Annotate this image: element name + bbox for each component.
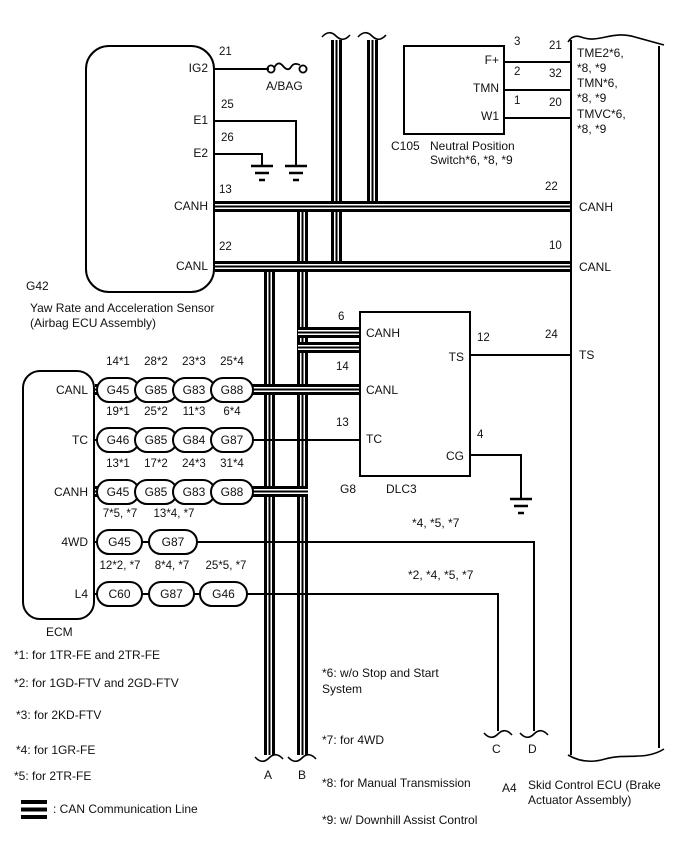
g42-pin-canh: CANH bbox=[173, 199, 208, 213]
ecm-pin-label: 24*3 bbox=[182, 458, 206, 470]
ecm-row-label-4wd: 4WD bbox=[61, 535, 88, 549]
wire-c105-f bbox=[505, 61, 571, 63]
ecm-connector-oval: G85 bbox=[134, 427, 178, 453]
can-branch-dlc3-canh-2 bbox=[298, 342, 359, 353]
dlc3-label-tc: TC bbox=[366, 432, 382, 446]
ecm-connector-oval: G83 bbox=[172, 377, 216, 403]
dlc3-label-canl: CANL bbox=[366, 383, 399, 397]
c105-pin-num-1: 1 bbox=[514, 95, 521, 107]
ecm-connector-oval: G87 bbox=[148, 581, 195, 607]
ecm-pin-label: 19*1 bbox=[106, 406, 130, 418]
skid-label-tmn-1: TMN*6, bbox=[577, 76, 618, 90]
wire-ig2 bbox=[215, 68, 269, 70]
wire-e1-h bbox=[215, 120, 297, 122]
footnote-6-line2: System bbox=[322, 682, 363, 696]
skid-ecu-right-edge bbox=[658, 46, 660, 748]
bus-end-label-c: C bbox=[492, 742, 501, 756]
can-branch-dlc3-canh-1 bbox=[298, 327, 359, 338]
skid-label-tme2-1: TME2*6, bbox=[577, 46, 624, 60]
can-line-legend-icon bbox=[21, 800, 47, 819]
skid-label-canl: CANL bbox=[579, 260, 612, 274]
ecm-connector-oval: G87 bbox=[210, 427, 254, 453]
ecm-pin-label: 17*2 bbox=[144, 458, 168, 470]
wire-c105-w1 bbox=[505, 117, 571, 119]
footnote-4: *4: for 1GR-FE bbox=[16, 743, 96, 757]
wavy-break-icon bbox=[286, 751, 318, 767]
c105-name-line2: Switch*6, *8, *9 bbox=[430, 153, 513, 167]
skid-pin-num-20: 20 bbox=[549, 97, 562, 109]
ecm-row-label-tc: TC bbox=[72, 433, 88, 447]
wire-e1-v bbox=[295, 120, 297, 166]
dlc3-pin-num-14: 14 bbox=[336, 361, 349, 373]
skid-label-tmvc-2: *8, *9 bbox=[577, 122, 607, 136]
ecm-connector-oval: G84 bbox=[172, 427, 216, 453]
ecm-pin-label: 28*2 bbox=[144, 356, 168, 368]
dlc3-label-ts: TS bbox=[448, 350, 464, 364]
footnote-9: *9: w/ Downhill Assist Control bbox=[322, 813, 478, 827]
skid-ecu-left-edge bbox=[570, 40, 572, 755]
wire-cg-v bbox=[520, 454, 522, 498]
c105-name-line1: Neutral Position bbox=[430, 139, 515, 153]
can-bus-b bbox=[297, 201, 308, 755]
wire-4wd-v bbox=[533, 541, 535, 731]
ecm-pin-label: 31*4 bbox=[220, 458, 244, 470]
wire-ts bbox=[471, 354, 571, 356]
ecm-pin-label: 8*4, *7 bbox=[154, 560, 190, 572]
c105-id: C105 bbox=[391, 139, 420, 153]
skid-label-tme2-2: *8, *9 bbox=[577, 61, 607, 75]
c105-pin-w1: W1 bbox=[481, 109, 499, 123]
ecm-connector-oval: C60 bbox=[96, 581, 143, 607]
skid-label-canh: CANH bbox=[579, 200, 614, 214]
ecm-row-label-canh: CANH bbox=[53, 485, 88, 499]
wavy-break-icon bbox=[320, 28, 352, 42]
ecm-connector-oval: G87 bbox=[148, 529, 198, 555]
g42-pin-e1: E1 bbox=[193, 113, 208, 127]
ecm-connector-oval: G83 bbox=[172, 479, 216, 505]
dlc3-label-cg: CG bbox=[446, 449, 464, 463]
skid-label-tmn-2: *8, *9 bbox=[577, 91, 607, 105]
wavy-break-icon bbox=[356, 28, 388, 42]
g42-pin-num-22: 22 bbox=[219, 241, 232, 253]
wavy-break-icon bbox=[518, 727, 550, 743]
skid-label-tmvc-1: TMVC*6, bbox=[577, 107, 626, 121]
ecm-connector-oval: G45 bbox=[96, 529, 143, 555]
wire-note-l4: *2, *4, *5, *7 bbox=[408, 568, 474, 582]
g42-pin-num-25: 25 bbox=[221, 99, 234, 111]
footnote-5: *5: for 2TR-FE bbox=[14, 769, 92, 783]
footnote-8: *8: for Manual Transmission bbox=[322, 776, 471, 790]
skid-id: A4 bbox=[502, 781, 517, 795]
ecm-pin-label: 7*5, *7 bbox=[102, 508, 138, 520]
wire-note-4wd: *4, *5, *7 bbox=[412, 516, 460, 530]
ecm-connector-oval: G88 bbox=[210, 377, 254, 403]
g42-pin-num-21: 21 bbox=[219, 46, 232, 58]
dlc3-name: DLC3 bbox=[386, 482, 417, 496]
fuse-icon bbox=[264, 58, 310, 80]
c105-pin-num-2: 2 bbox=[514, 66, 521, 78]
g42-pin-e2: E2 bbox=[193, 146, 208, 160]
can-bus-top-1 bbox=[331, 40, 342, 272]
ecm-connector-oval: G45 bbox=[96, 479, 140, 505]
c105-pin-f: F+ bbox=[484, 53, 499, 67]
footnote-2: *2: for 1GD-FTV and 2GD-FTV bbox=[14, 676, 179, 690]
footnote-3: *3: for 2KD-FTV bbox=[16, 708, 102, 722]
dlc3-pin-num-4: 4 bbox=[477, 429, 484, 441]
fuse-label: A/BAG bbox=[266, 79, 303, 93]
dlc3-pin-num-13: 13 bbox=[336, 417, 349, 429]
ecm-id: ECM bbox=[46, 625, 73, 639]
g42-pin-num-26: 26 bbox=[221, 132, 234, 144]
footnote-6-line1: *6: w/o Stop and Start bbox=[322, 666, 439, 680]
ecm-connector-oval: G85 bbox=[134, 479, 178, 505]
skid-ecu-bottom-wave-icon bbox=[565, 745, 667, 769]
ground-icon-e1 bbox=[282, 164, 310, 184]
wavy-break-icon bbox=[253, 751, 285, 767]
ecm-pin-label: 11*3 bbox=[182, 406, 206, 418]
g42-sensor-box bbox=[85, 45, 215, 293]
c105-pin-tmn: TMN bbox=[473, 81, 499, 95]
wire-l4-v bbox=[497, 593, 499, 731]
ecm-pin-label: 23*3 bbox=[182, 356, 206, 368]
ecm-connector-oval: G85 bbox=[134, 377, 178, 403]
wire-c105-tmn bbox=[505, 89, 571, 91]
wavy-break-icon bbox=[482, 727, 514, 743]
ecm-pin-label: 25*5, *7 bbox=[205, 560, 247, 572]
ecm-pin-label: 13*4, *7 bbox=[153, 508, 195, 520]
footnote-7: *7: for 4WD bbox=[322, 733, 385, 747]
ecm-connector-oval: G88 bbox=[210, 479, 254, 505]
skid-label-ts: TS bbox=[579, 348, 595, 362]
c105-pin-num-3: 3 bbox=[514, 36, 521, 48]
skid-name-line1: Skid Control ECU (Brake bbox=[528, 778, 661, 792]
dlc3-id: G8 bbox=[340, 482, 357, 496]
bus-end-label-a: A bbox=[264, 768, 273, 782]
g42-pin-num-13: 13 bbox=[219, 184, 232, 196]
ground-icon-e2 bbox=[248, 164, 276, 184]
ecm-pin-label: 25*2 bbox=[144, 406, 168, 418]
can-line-canh-main bbox=[215, 201, 571, 212]
g42-id: G42 bbox=[26, 279, 49, 293]
ecm-connector-oval: G46 bbox=[199, 581, 248, 607]
ecm-pin-label: 25*4 bbox=[220, 356, 244, 368]
ecm-pin-label: 14*1 bbox=[106, 356, 130, 368]
ecm-pin-label: 6*4 bbox=[223, 406, 241, 418]
g42-desc-line2: (Airbag ECU Assembly) bbox=[30, 316, 157, 330]
skid-pin-num-22: 22 bbox=[545, 181, 558, 193]
g42-desc-line1: Yaw Rate and Acceleration Sensor bbox=[30, 301, 215, 315]
dlc3-label-canh: CANH bbox=[366, 326, 401, 340]
skid-name-line2: Actuator Assembly) bbox=[528, 793, 632, 807]
bus-end-label-d: D bbox=[528, 742, 537, 756]
can-bus-a bbox=[264, 261, 275, 755]
g42-pin-canl: CANL bbox=[175, 259, 208, 273]
skid-pin-num-10: 10 bbox=[549, 240, 562, 252]
dlc3-pin-num-12: 12 bbox=[477, 332, 490, 344]
ground-icon-cg bbox=[507, 497, 535, 517]
skid-pin-num-32: 32 bbox=[549, 68, 562, 80]
ecm-row-label-canl: CANL bbox=[55, 383, 88, 397]
dlc3-pin-num-6: 6 bbox=[338, 311, 345, 323]
can-bus-top-2 bbox=[367, 40, 378, 212]
bus-end-label-b: B bbox=[298, 768, 307, 782]
ecm-pin-label: 13*1 bbox=[106, 458, 130, 470]
skid-pin-num-21: 21 bbox=[549, 40, 562, 52]
ecm-connector-oval: G45 bbox=[96, 377, 140, 403]
legend-text: : CAN Communication Line bbox=[53, 802, 198, 816]
wire-cg-h bbox=[471, 454, 522, 456]
ecm-pin-label: 12*2, *7 bbox=[99, 560, 141, 572]
can-line-canl-main bbox=[215, 261, 571, 272]
g42-pin-ig2: IG2 bbox=[188, 61, 208, 75]
footnote-1: *1: for 1TR-FE and 2TR-FE bbox=[14, 648, 161, 662]
ecm-row-label-l4: L4 bbox=[74, 587, 88, 601]
ecm-connector-oval: G46 bbox=[96, 427, 140, 453]
wire-e2-h bbox=[215, 153, 263, 155]
skid-pin-num-24: 24 bbox=[545, 329, 558, 341]
